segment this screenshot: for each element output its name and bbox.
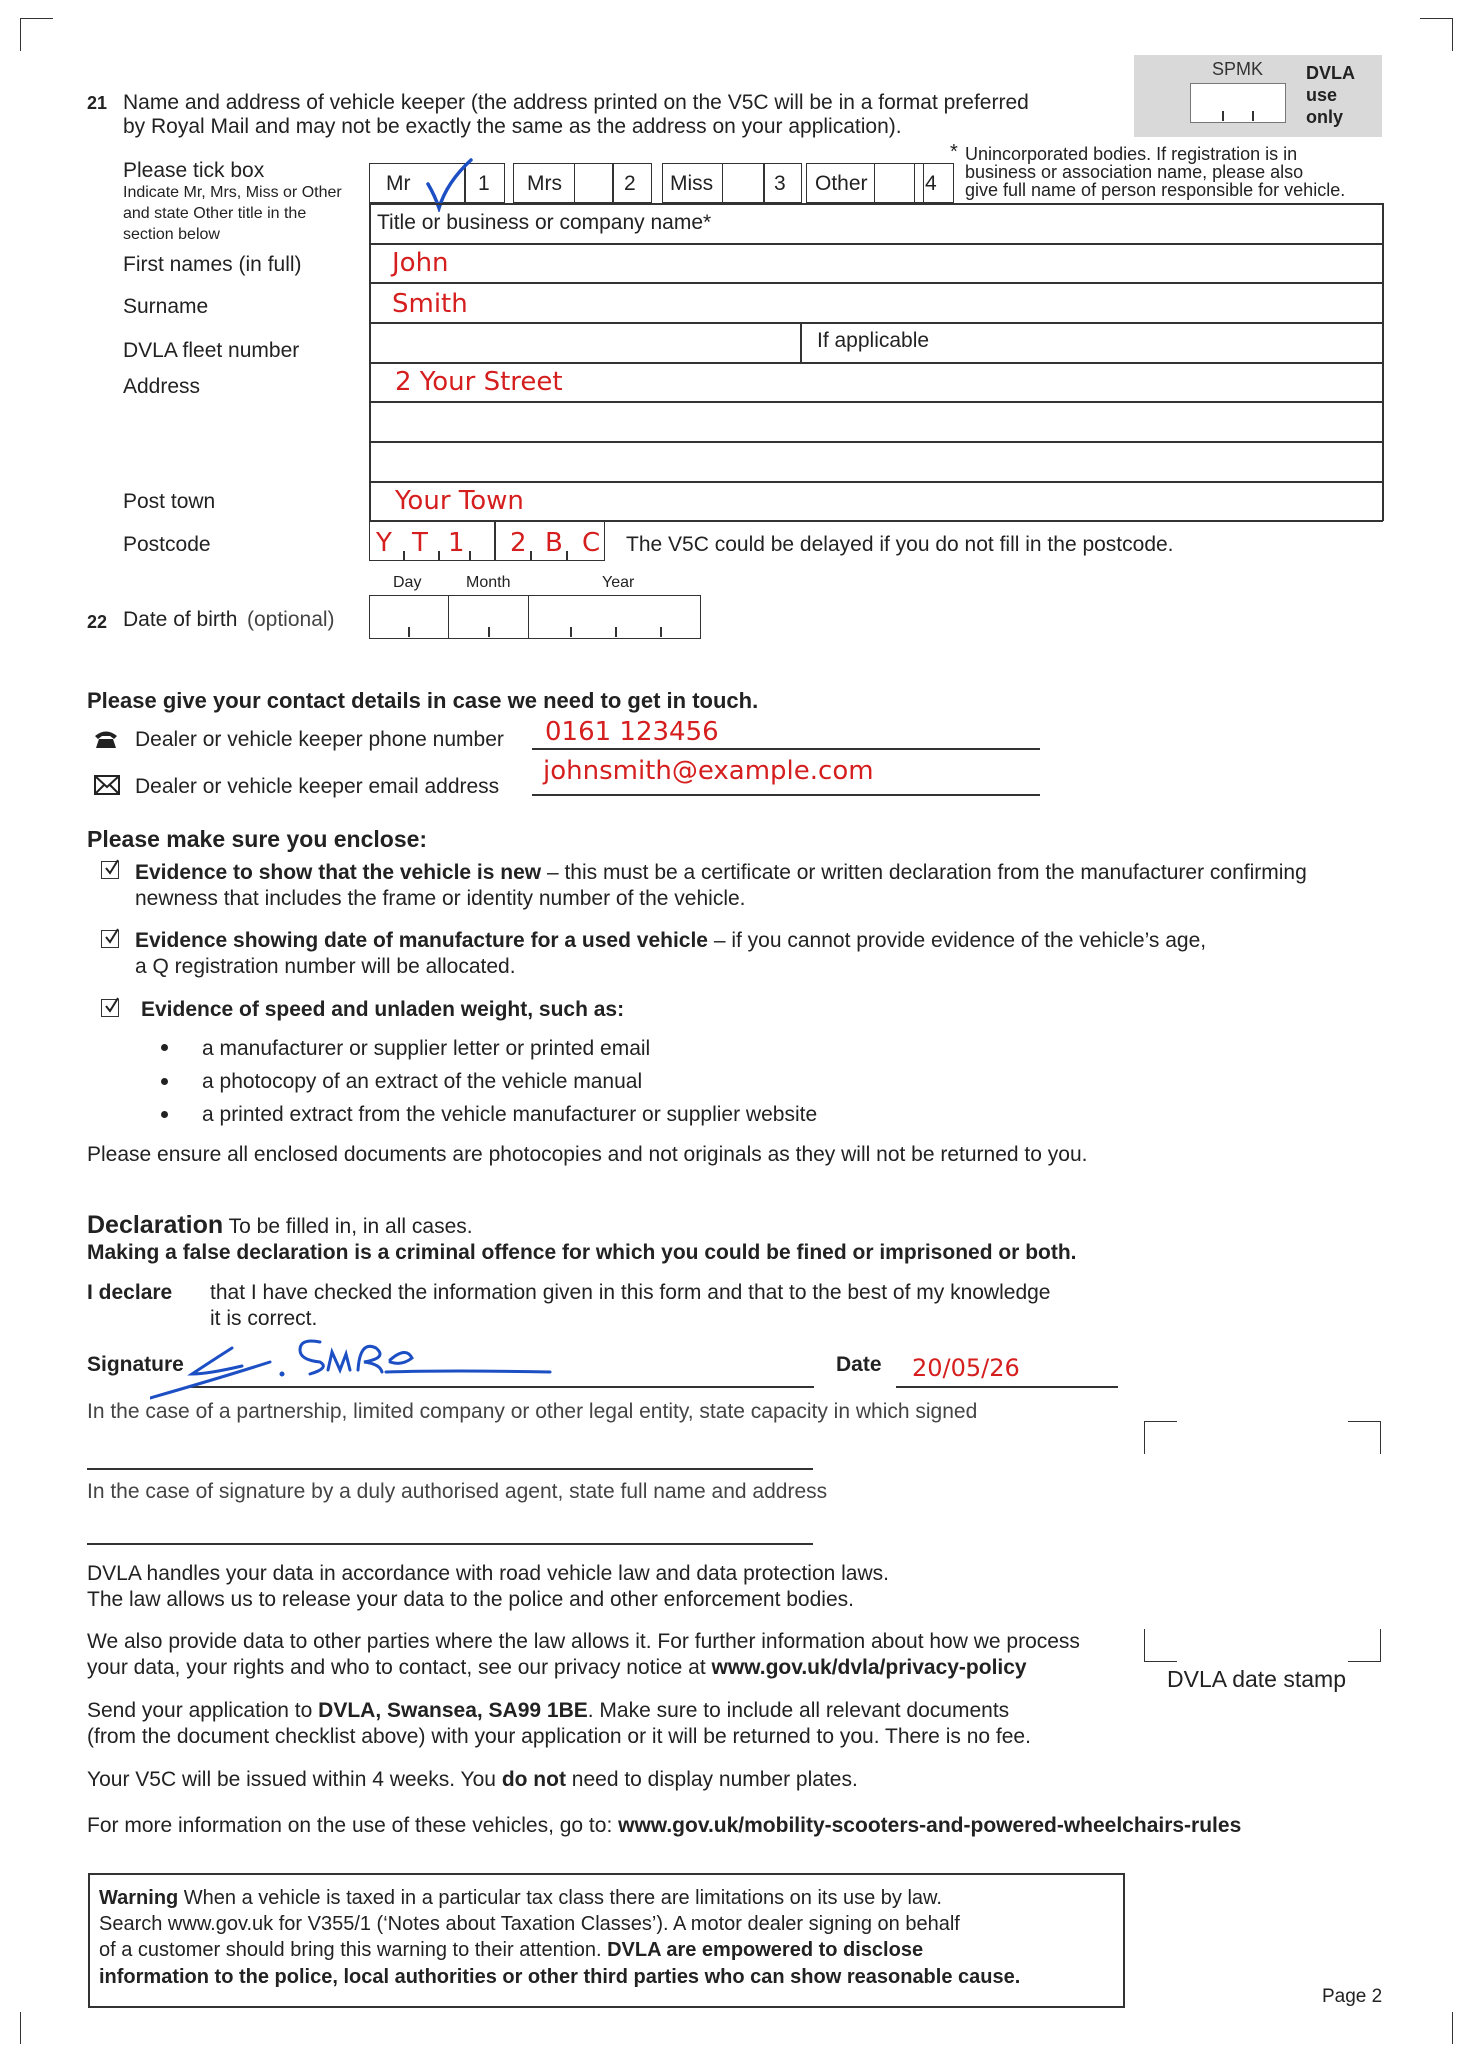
agent-note: In the case of signature by a duly authorised agent, state full name and address (87, 1480, 828, 1503)
date-stamp-corner-tr (1348, 1421, 1381, 1454)
page-number: Page 2 (1322, 1986, 1383, 2007)
title-miss-label: Miss (670, 172, 714, 195)
checkbox-speed-weight-evidence[interactable] (101, 999, 119, 1017)
phone-value: 0161 123456 (545, 717, 719, 747)
surname-value: Smith (392, 289, 468, 319)
date-stamp-corner-bl (1144, 1629, 1177, 1662)
phone-label: Dealer or vehicle keeper phone number (135, 728, 504, 751)
title-mr-label: Mr (386, 172, 411, 195)
info-p1-line2: The law allows us to release your data to the police and other enforcement bodies. (87, 1588, 854, 1611)
first-names-field[interactable] (370, 244, 1382, 282)
enclose-item-2-line2: a Q registration number will be allocated. (135, 955, 516, 978)
bullet-point (161, 1078, 168, 1085)
title-miss-code: 3 (774, 172, 786, 195)
info-p3-line2: (from the document checklist above) with your application or it will be returned to you. There is no fee. (87, 1725, 1031, 1748)
title-other-code: 4 (925, 172, 937, 195)
tick-hint-2: and state Other title in the (123, 205, 307, 222)
postcode-char-1: Y (376, 528, 392, 558)
email-label: Dealer or vehicle keeper email address (135, 775, 500, 798)
capacity-note: In the case of a partnership, limited company or other legal entity, state capacity in which signed (87, 1400, 978, 1423)
capacity-field[interactable] (87, 1430, 813, 1468)
address-line-2-field[interactable] (370, 402, 1382, 440)
declaration-heading: Declaration To be filled in, in all cases. (87, 1211, 473, 1239)
spmk-box (1190, 83, 1286, 123)
title-mrs-code: 2 (624, 172, 636, 195)
i-declare-label: I declare (87, 1281, 173, 1304)
info-p2-line2: your data, your rights and who to contact, see our privacy notice at www.gov.uk/dvla/privacy-policy (87, 1656, 1027, 1679)
fleet-number-label: DVLA fleet number (123, 339, 300, 362)
postcode-note: The V5C could be delayed if you do not fill in the postcode. (626, 533, 1174, 556)
enclose-note: Please ensure all enclosed documents are photocopies and not originals as they will not be returned to you. (87, 1143, 1088, 1166)
footnote-line3: give full name of person responsible for vehicle. (965, 180, 1346, 200)
dob-optional: (optional) (247, 608, 335, 631)
declaration-warning: Making a false declaration is a criminal offence for which you could be fined or imprisoned or both. (87, 1241, 1077, 1264)
email-value: johnsmith@example.com (543, 756, 874, 786)
crop-mark-top-right (1420, 18, 1453, 51)
enclose-heading: Please make sure you enclose: (87, 826, 428, 852)
warning-line3: of a customer should bring this warning to their attention. DVLA are empowered to disclose (99, 1939, 924, 1961)
dvla-label: DVLA (1306, 63, 1355, 83)
enclose-item-1-line2: newness that includes the frame or identity number of the vehicle. (135, 887, 746, 910)
footnote-line2: business or association name, please also (965, 162, 1304, 182)
title-other-label: Other (815, 172, 868, 195)
bullet-item-2: a photocopy of an extract of the vehicle manual (202, 1070, 643, 1093)
postcode-char-5: B (545, 528, 563, 558)
declaration-text-line2: it is correct. (210, 1307, 318, 1330)
dob-year-label: Year (602, 574, 635, 591)
mobility-scooters-link[interactable]: www.gov.uk/mobility-scooters-and-powered-wheelchairs-rules (618, 1814, 1242, 1837)
first-names-label: First names (in full) (123, 253, 302, 276)
declaration-text-line1: that I have checked the information given in this form and that to the best of my knowledge (210, 1281, 1051, 1304)
surname-field[interactable] (370, 283, 1382, 321)
surname-label: Surname (123, 295, 209, 318)
dvla-date-stamp-label: DVLA date stamp (1167, 1666, 1346, 1692)
tick-box-label: Please tick box (123, 159, 265, 182)
dob-month-label: Month (466, 574, 511, 591)
crop-mark-top-left (20, 18, 53, 51)
date-stamp-corner-tl (1144, 1421, 1177, 1454)
bullet-item-1: a manufacturer or supplier letter or printed email (202, 1037, 651, 1060)
info-p5: For more information on the use of these vehicles, go to: www.gov.uk/mobility-scooters-and-powered-wheelchairs-rules (87, 1814, 1242, 1837)
fleet-number-hint: If applicable (817, 329, 930, 352)
dob-label: Date of birth (123, 608, 238, 631)
info-p1-line1: DVLA handles your data in accordance with road vehicle law and data protection laws. (87, 1562, 889, 1585)
postcode-char-3: 1 (448, 528, 465, 558)
warning-line2: Search www.gov.uk for V355/1 (‘Notes about Taxation Classes’). A motor dealer signing on behalf (99, 1913, 960, 1935)
title-mrs-code-box[interactable] (574, 163, 575, 203)
post-town-value: Your Town (395, 486, 524, 516)
phone-icon (93, 729, 119, 749)
title-mr-code: 1 (478, 172, 490, 195)
dob-day-label: Day (393, 574, 422, 591)
address-line-1-value: 2 Your Street (395, 367, 563, 397)
signature-scribble (150, 1330, 560, 1402)
postcode-char-4: 2 (510, 528, 527, 558)
info-p3-line1: Send your application to DVLA, Swansea, SA99 1BE. Make sure to include all relevant documents (87, 1699, 1010, 1722)
post-town-label: Post town (123, 490, 216, 513)
enclose-item-1: Evidence to show that the vehicle is new – this must be a certificate or written declaration from the manufacturer confirming (135, 861, 1307, 884)
section-21-heading-line2: by Royal Mail and may not be exactly the same as the address on your application). (123, 115, 902, 138)
section-21-number: 21 (87, 93, 108, 113)
postcode-char-2: T (412, 528, 428, 558)
address-line-3-field[interactable] (370, 442, 1382, 480)
dvla-use-only-panel (1134, 55, 1382, 137)
info-p4: Your V5C will be issued within 4 weeks. You do not need to display number plates. (87, 1768, 858, 1791)
enclose-item-2: Evidence showing date of manufacture for a used vehicle – if you cannot provide evidence of the vehicle’s age, (135, 929, 1207, 952)
enclose-item-3: Evidence of speed and unladen weight, such as: (141, 998, 625, 1021)
email-icon (94, 775, 120, 795)
use-label: use (1306, 85, 1338, 105)
first-names-value: John (392, 248, 449, 278)
agent-field[interactable] (87, 1505, 813, 1543)
checkbox-manufacture-date-evidence[interactable] (101, 930, 119, 948)
bullet-point (161, 1044, 168, 1051)
title-field-label: Title or business or company name* (377, 211, 712, 234)
warning-line1: Warning When a vehicle is taxed in a particular tax class there are limitations on its use by law. (99, 1887, 942, 1909)
bullet-point (161, 1111, 168, 1118)
date-stamp-corner-br (1348, 1629, 1381, 1662)
postcode-char-6: C (582, 528, 601, 558)
postcode-label: Postcode (123, 533, 211, 556)
title-mrs-label: Mrs (527, 172, 562, 195)
info-p2-line1: We also provide data to other parties where the law allows it. For further information about how we process (87, 1630, 1080, 1653)
bullet-item-3: a printed extract from the vehicle manufacturer or supplier website (202, 1103, 818, 1126)
checkbox-new-vehicle-evidence[interactable] (101, 861, 119, 879)
signature-label: Signature (87, 1353, 184, 1376)
section-21-heading-line1: Name and address of vehicle keeper (the address printed on the V5C will be in a format preferred (123, 91, 1029, 114)
date-value: 20/05/26 (912, 1354, 1020, 1382)
crop-mark-bottom-right (1420, 2012, 1453, 2044)
privacy-policy-link[interactable]: www.gov.uk/dvla/privacy-policy (711, 1656, 1027, 1679)
spmk-label: SPMK (1212, 59, 1264, 79)
footnote-star: * (950, 141, 958, 163)
contact-heading: Please give your contact details in case we need to get in touch. (87, 688, 759, 713)
fleet-number-field[interactable] (370, 323, 799, 361)
tick-hint-3: section below (123, 226, 220, 243)
tick-hint-1: Indicate Mr, Mrs, Miss or Other (123, 184, 342, 201)
only-label: only (1306, 107, 1344, 127)
warning-line4: information to the police, local authorities or other third parties who can show reasonable cause. (99, 1966, 1021, 1988)
footnote-line1: Unincorporated bodies. If registration is in (965, 144, 1298, 164)
crop-mark-bottom-left (20, 2012, 53, 2044)
date-label: Date (836, 1353, 882, 1376)
section-22-number: 22 (87, 612, 108, 632)
address-label: Address (123, 375, 201, 398)
